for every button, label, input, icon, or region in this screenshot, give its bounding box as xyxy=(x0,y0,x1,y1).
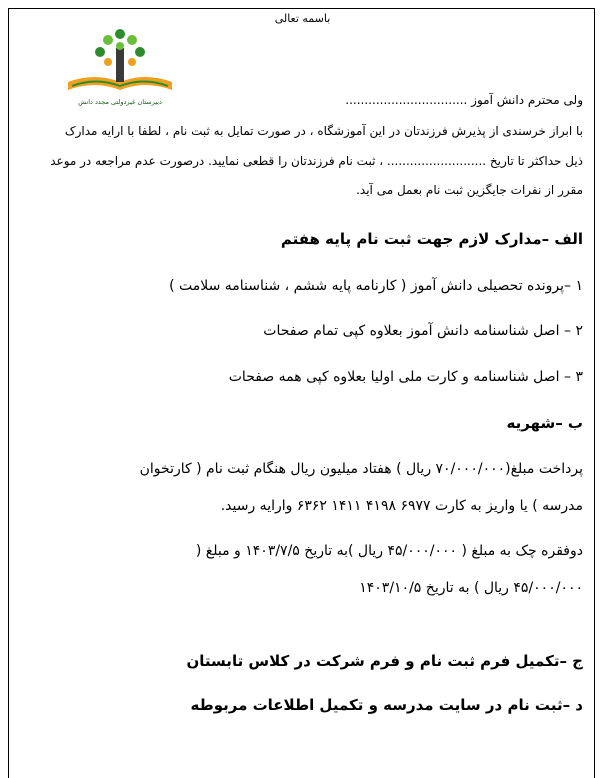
intro-line-3: مقرر از نفرات جایگزین ثبت نام بعمل می آید. xyxy=(356,183,583,197)
section-a-item-3: ۳ – اصل شناسنامه و کارت ملی اولیا بعلاوه کپی همه صفحات xyxy=(228,369,583,385)
cheque-line-2: ۴۵/۰۰۰/۰۰۰ ریال ) به تاریخ ۱۴۰۳/۱۰/۵ xyxy=(359,580,583,596)
cheque-line-1: دوفقره چک به مبلغ ( ۴۵/۰۰۰/۰۰۰ ریال )به تاریخ ۱۴۰۳/۷/۵ و مبلغ ( xyxy=(195,543,583,559)
school-name: دبیرستان غیردولتی مجدد دانش xyxy=(78,98,162,106)
tuition-line-2: مدرسه ) یا واریز به کارت ۶۹۷۷ ۴۱۹۸ ۱۴۱۱ ۶۳۶۲ وارایه رسید. xyxy=(220,498,583,514)
school-logo xyxy=(60,20,180,110)
intro-line-1: با ابراز خرسندی از پذیرش فرزندتان در این آموزشگاه ، در صورت تمایل به ثبت نام ، لطفا با ارایه مدارک xyxy=(64,124,583,138)
section-a-item-1: ۱ –پرونده تحصیلی دانش آموز ( کارنامه پایه ششم ، شناسنامه سلامت ) xyxy=(169,278,583,294)
section-d-title: د –ثبت نام در سایت مدرسه و تکمیل اطلاعات مربوطه xyxy=(190,696,583,714)
section-c-title: ج –تکمیل فرم ثبت نام و فرم شرکت در کلاس تابستان xyxy=(186,652,583,670)
section-a-title: الف –مدارک لازم جهت ثبت نام پایه هفتم xyxy=(280,230,583,248)
section-b-title: ب –شهریه xyxy=(506,414,583,432)
intro-line-2: ذیل حداکثر تا تاریخ .......................... ، ثبت نام فرزندتان را قطعی نمایید. درصورت عدم مراجعه در موعد xyxy=(50,154,583,168)
basmala: باسمه تعالی xyxy=(274,12,331,25)
section-a-item-2: ۲ – اصل شناسنامه دانش آموز بعلاوه کپی تمام صفحات xyxy=(263,323,583,339)
tuition-line-1: پرداخت مبلغ(۷۰/۰۰۰/۰۰۰ ریال ) هفتاد میلیون ریال هنگام ثبت نام ( کارتخوان xyxy=(139,461,583,477)
greeting-line: ولی محترم دانش آموز ................................ xyxy=(345,93,583,107)
